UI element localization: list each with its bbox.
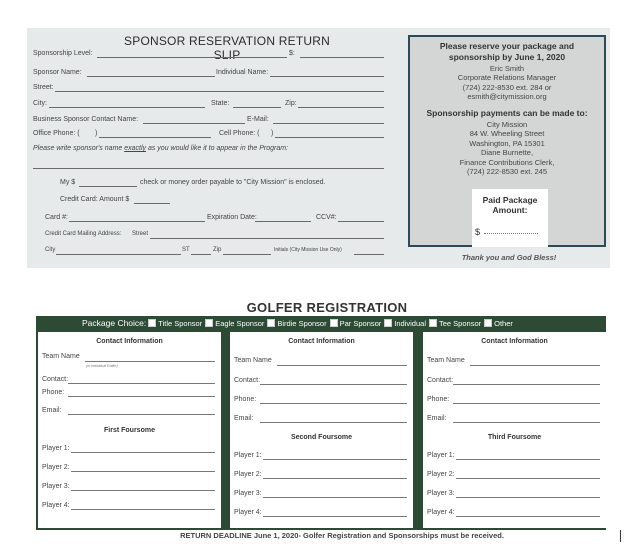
office-phone-label: Office Phone: ( [33, 130, 80, 137]
player-2-label: Player 2: [42, 464, 70, 471]
reserve-heading-2: sponsorship by June 1, 2020 [448, 52, 566, 62]
team-name-note: (or Individual Golfer) [86, 364, 118, 368]
team-column-2 [230, 332, 413, 528]
package-label: Other [494, 318, 513, 328]
package-choice-bar [36, 316, 606, 330]
player-1-field[interactable] [456, 459, 600, 460]
team-name-field[interactable] [470, 365, 600, 366]
player-2-label: Player 2: [234, 471, 262, 478]
player-2-field[interactable] [456, 478, 600, 479]
contact-label: Contact: [42, 376, 69, 383]
contact-title: Corporate Relations Manager [457, 73, 557, 82]
business-contact-field[interactable] [143, 116, 245, 124]
card-number-label: Card #: [45, 214, 68, 221]
email-label: Email: [42, 407, 62, 414]
contact-field[interactable] [453, 384, 600, 385]
player-2-field[interactable] [71, 471, 215, 472]
phone-field[interactable] [68, 396, 215, 397]
team-column-1 [38, 332, 221, 528]
mailing-street-field[interactable] [150, 231, 384, 239]
player-4-field[interactable] [71, 509, 215, 510]
player-4-label: Player 4: [42, 502, 70, 509]
contact-info-heading: Contact Information [96, 338, 163, 345]
paid-amount-field[interactable] [484, 233, 538, 234]
contact-phone: (724) 222-8530 ext. 284 or [462, 83, 552, 92]
thank-you-text: Thank you and God Bless! [461, 253, 557, 262]
individual-name-field[interactable] [270, 69, 384, 77]
team-name-label: Team Name [234, 357, 272, 364]
player-3-field[interactable] [456, 497, 600, 498]
mailing-address-label: Credit Card Mailing Address: [45, 231, 122, 237]
email-label: Email: [427, 415, 447, 422]
ccv-field[interactable] [338, 214, 384, 222]
email-field[interactable] [68, 414, 215, 415]
sponsor-slip [27, 28, 610, 268]
player-3-field[interactable] [71, 490, 215, 491]
email-field[interactable] [453, 422, 600, 423]
player-4-label: Player 4: [234, 509, 262, 516]
package-option-par[interactable] [330, 319, 382, 328]
state-field[interactable] [233, 100, 281, 108]
player-2-label: Player 2: [427, 471, 455, 478]
team-name-label: Team Name [427, 357, 465, 364]
expiration-label: Expiration Date: [207, 214, 257, 221]
second-foursome-heading: Second Foursome [290, 434, 353, 441]
package-label: Eagle Sponsor [215, 318, 265, 328]
mailing-zip-field[interactable] [223, 247, 271, 255]
checkbox[interactable] [429, 319, 437, 327]
contact-label: Contact: [234, 377, 261, 384]
zip-label: Zip: [285, 100, 297, 107]
page [27, 28, 610, 543]
clerk-name: Diane Burnette, [480, 148, 534, 157]
contact-field[interactable] [68, 383, 215, 384]
contact-label: Contact: [427, 377, 454, 384]
ccv-label: CCV#: [316, 214, 337, 221]
city-label: City: [33, 100, 47, 107]
mailing-st-label: ST [182, 247, 190, 253]
instruction-text-b: as you would like it to appear in the Program: [146, 145, 289, 152]
my-dollar-label: My $ [60, 179, 76, 186]
phone-label: Phone: [42, 389, 65, 396]
card-number-field[interactable] [69, 214, 205, 222]
business-contact-label: Business Sponsor Contact Name: [33, 116, 139, 123]
paid-package-title [472, 195, 548, 215]
credit-card-amount-field[interactable] [134, 196, 170, 204]
check-text: check or money order payable to "City Mission" is enclosed. [140, 179, 326, 186]
mailing-street-label: Street [132, 231, 149, 237]
package-label: Birdie Sponsor [277, 318, 327, 328]
reserve-heading-1: Please reserve your package and [439, 41, 575, 51]
phone-field[interactable] [260, 403, 407, 404]
slip-title: SPONSOR RESERVATION RETURN SLIP [124, 34, 330, 62]
player-3-field[interactable] [263, 497, 407, 498]
player-4-label: Player 4: [427, 509, 455, 516]
instruction-text-a: Please write sponsor's name [33, 145, 125, 152]
third-foursome-heading: Third Foursome [487, 434, 542, 441]
instruction-text-exactly: exactly [124, 145, 147, 152]
contact-info-heading: Contact Information [481, 338, 548, 345]
payments-heading: Sponsorship payments can be made to: [426, 108, 588, 118]
cell-phone-field[interactable] [275, 130, 384, 138]
team-column-3 [423, 332, 606, 528]
sponsorship-level-label: Sponsorship Level: [33, 50, 93, 57]
initials-field[interactable] [354, 247, 384, 255]
checkbox[interactable] [384, 319, 392, 327]
org-address-1: 84 W. Wheeling Street [469, 129, 545, 138]
player-2-field[interactable] [263, 478, 407, 479]
player-1-label: Player 1: [427, 452, 455, 459]
player-3-label: Player 3: [42, 483, 70, 490]
package-option-other[interactable] [484, 319, 513, 328]
package-option-individual[interactable] [384, 319, 426, 328]
first-foursome-heading: First Foursome [104, 427, 155, 434]
mailing-zip-label: Zip [213, 247, 222, 253]
package-label: Tee Sponsor [439, 318, 482, 328]
checkbox[interactable] [205, 319, 213, 327]
text-cursor [620, 530, 621, 542]
email-label: Email: [234, 415, 254, 422]
email-field[interactable] [273, 116, 384, 124]
player-1-field[interactable] [263, 459, 407, 460]
expiration-field[interactable] [255, 214, 311, 222]
package-choice-label: Package Choice: [82, 318, 147, 328]
phone-label: Phone: [234, 396, 257, 403]
package-label: Individual [394, 318, 426, 328]
paid-title-line-2: Amount: [492, 205, 528, 215]
contact-field[interactable] [260, 384, 407, 385]
sponsorship-amount-field[interactable] [300, 50, 384, 58]
mailing-city-label: City [45, 247, 56, 253]
mailing-city-field[interactable] [56, 247, 181, 255]
player-1-field[interactable] [71, 452, 215, 453]
individual-name-label: Individual Name: [216, 69, 269, 76]
office-phone-field[interactable] [99, 130, 211, 138]
phone-label: Phone: [427, 396, 450, 403]
cell-phone-paren: ) [271, 130, 274, 137]
email-field[interactable] [260, 422, 407, 423]
program-name-field[interactable] [33, 161, 384, 169]
cell-phone-label: Cell Phone: ( [219, 130, 260, 137]
player-1-label: Player 1: [234, 452, 262, 459]
player-3-label: Player 3: [234, 490, 262, 497]
package-option-birdie[interactable] [267, 319, 326, 328]
package-option-title[interactable] [148, 319, 202, 328]
program-instruction [33, 145, 288, 152]
player-3-label: Player 3: [427, 490, 455, 497]
contact-info-heading: Contact Information [288, 338, 355, 345]
player-4-field[interactable] [456, 516, 600, 517]
team-name-label: Team Name [42, 353, 80, 360]
street-label: Street: [33, 84, 54, 91]
package-option-eagle[interactable] [205, 319, 264, 328]
credit-card-label: Credit Card: Amount $ [60, 196, 130, 203]
checkbox[interactable] [484, 319, 492, 327]
initials-label: Initials (City Mission Use Only) [274, 247, 342, 253]
package-label: Par Sponsor [339, 318, 382, 328]
golfer-registration-title: GOLFER REGISTRATION [246, 300, 408, 315]
contact-email: esmith@citymission.org [467, 92, 547, 101]
city-field[interactable] [49, 100, 205, 108]
mailing-st-field[interactable] [191, 247, 211, 255]
player-4-field[interactable] [263, 516, 407, 517]
sponsorship-level-field[interactable] [97, 50, 287, 58]
return-deadline: RETURN DEADLINE June 1, 2020- Golfer Registration and Sponsorships must be received. [180, 531, 504, 540]
sponsorship-dollar-label: $: [289, 50, 295, 57]
sponsor-name-field[interactable] [87, 69, 215, 77]
paid-dollar-sign: $ [475, 227, 481, 237]
clerk-phone: (724) 222-8530 ext. 245 [466, 167, 548, 176]
org-name: City Mission [486, 120, 528, 129]
clerk-title: Finance Contributions Clerk, [459, 158, 555, 167]
contact-name: Eric Smith [489, 64, 525, 73]
email-label: E-Mail: [247, 116, 269, 123]
paid-package-box [472, 189, 548, 247]
checkbox[interactable] [267, 319, 275, 327]
office-phone-paren: ) [95, 130, 98, 137]
street-field[interactable] [55, 84, 384, 92]
package-option-tee[interactable] [429, 319, 481, 328]
team-name-field[interactable] [277, 365, 407, 366]
checkbox[interactable] [148, 319, 156, 327]
phone-field[interactable] [453, 403, 600, 404]
zip-field[interactable] [298, 100, 384, 108]
package-label: Title Sponsor [158, 318, 203, 328]
checkbox[interactable] [330, 319, 338, 327]
org-address-2: Washington, PA 15301 [469, 139, 545, 148]
sponsor-name-label: Sponsor Name: [33, 69, 82, 76]
state-label: State: [211, 100, 230, 107]
team-name-field[interactable] [85, 361, 215, 362]
payment-info-box [408, 35, 606, 247]
paid-title-line-1: Paid Package [482, 195, 538, 205]
check-amount-field[interactable] [79, 179, 137, 187]
player-1-label: Player 1: [42, 445, 70, 452]
